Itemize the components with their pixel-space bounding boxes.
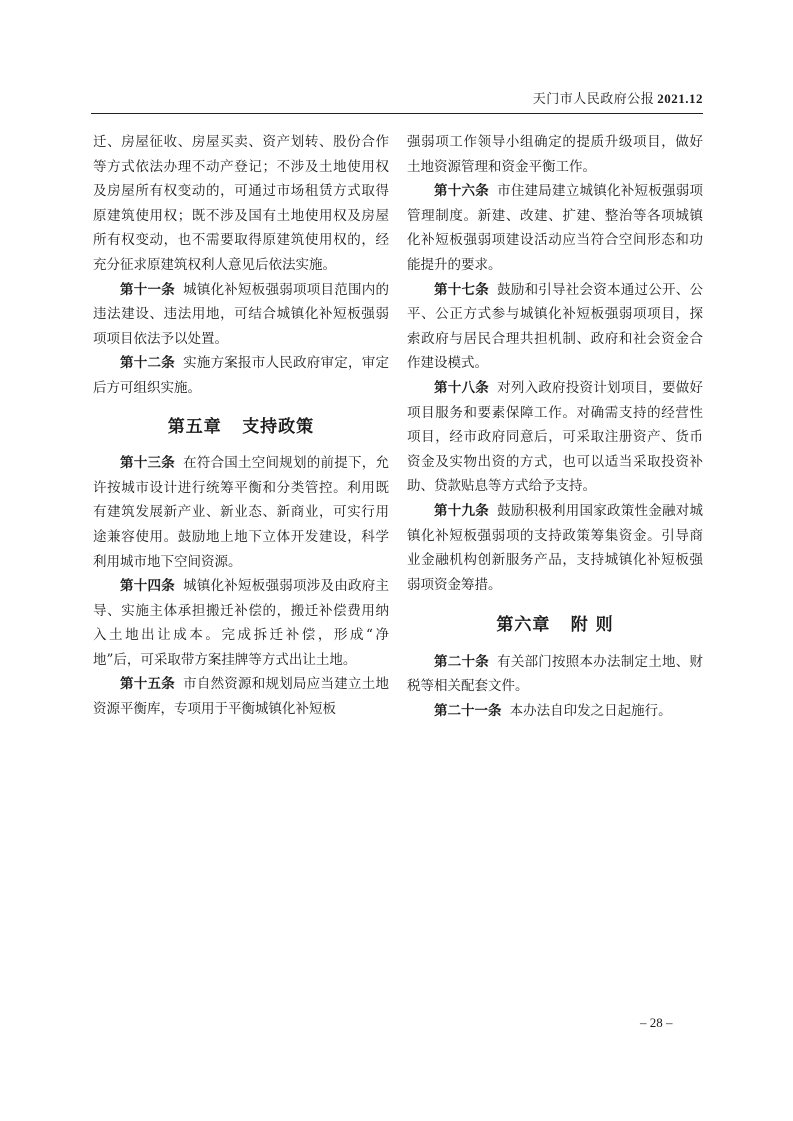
article-17-title: 第十七条 (434, 281, 489, 298)
article-13-title: 第十三条 (120, 455, 175, 472)
article-20 (407, 650, 703, 699)
article-19-title: 第十九条 (434, 502, 489, 519)
article-19 (407, 499, 703, 597)
left-column (93, 130, 389, 722)
continued-paragraph: 强弱项工作领导小组确定的提质升级项目，做好土地资源管理和资金平衡工作。 (407, 134, 703, 175)
article-11 (93, 278, 389, 352)
article-16-title: 第十六条 (434, 183, 489, 200)
article-17 (407, 278, 703, 376)
article-14-title: 第十四条 (120, 578, 175, 595)
article-12-title: 第十二条 (120, 355, 175, 372)
article-18-text: 对列入政府投资计划项目，要做好项目服务和要素保障工作。对确需支持的经营性项目，经市政府同意后，可采取注册资产、货币资金及实物出资的方式，也可以适当采取投资补助、贷款贴息等方式给予支持。 (407, 379, 704, 495)
article-21 (407, 699, 703, 724)
article-13-text: 在符合国土空间规划的前提下，允许按城市设计进行统筹平衡和分类管控。利用既有建筑发展新产业、新业态、新商业，可实行用途兼容使用。鼓励地上地下立体开发建设，科学利用城市地下空间资源。 (93, 455, 390, 570)
article-18 (407, 376, 703, 499)
article-11-title: 第十一条 (120, 281, 175, 298)
publication-title (533, 88, 703, 107)
article-21-text: 本办法自印发之日起施行。 (509, 703, 672, 720)
continued-paragraph: 迁、房屋征收、房屋买卖、资产划转、股份合作等方式依法办理不动产登记；不涉及土地使用权及房屋所有权变动的，可通过市场租赁方式取得原建筑使用权；既不涉及国有土地使用权及房屋所有权变动，也不需要取得原建筑使用权的，经充分征求原建筑权利人意见后依法实施。 (93, 134, 389, 273)
article-15 (93, 672, 389, 721)
article-13 (93, 451, 389, 574)
chapter-5-heading (93, 415, 389, 440)
article-15-title: 第十五条 (120, 676, 175, 693)
chapter-6-name: 附 则 (570, 615, 614, 636)
article-11-text: 城镇化补短板强弱项项目范围内的违法建设、违法用地，可结合城镇化补短板强弱项项目依法予以处置。 (93, 281, 390, 347)
page-header (91, 0, 703, 114)
article-15-text: 市自然资源和规划局应当建立土地资源平衡库，专项用于平衡城镇化补短板 (93, 676, 390, 718)
issue-number: 2021.12 (657, 91, 703, 106)
article-17-text: 鼓励和引导社会资本通过公开、公平、公正方式参与城镇化补短板强弱项项目，探索政府与居民合理共担机制、政府和社会资金合作建设模式。 (407, 281, 704, 372)
chapter-5-number: 第五章 (167, 416, 222, 437)
right-column (407, 130, 703, 724)
article-20-text: 有关部门按照本办法制定土地、财税等相关配套文件。 (407, 653, 704, 695)
article-16-text: 市住建局建立城镇化补短板强弱项管理制度。新建、改建、扩建、整治等各项城镇化补短板强弱项建设活动应当符合空间形态和功能提升的要求。 (407, 183, 704, 273)
page-number: – 28 – (640, 1015, 673, 1030)
article-18-title: 第十八条 (434, 379, 489, 396)
article-19-text: 鼓励积极利用国家政策性金融对城镇化补短板强弱项的支持政策筹集资金。引导商业金融机构创新服务产品，支持城镇化补短板强弱项资金筹措。 (407, 502, 704, 593)
chapter-6-number: 第六章 (496, 615, 551, 636)
article-20-title: 第二十条 (434, 653, 489, 670)
article-21-title: 第二十一条 (434, 703, 502, 720)
publication-name: 天门市人民政府公报 (532, 92, 655, 107)
article-14-text: 城镇化补短板强弱项涉及由政府主导、实施主体承担搬迁补偿的，搬迁补偿费用纳入土地出让成本。完成拆迁补偿，形成“净地”后，可采取带方案挂牌等方式出让土地。 (93, 578, 390, 668)
article-14 (93, 574, 389, 672)
chapter-6-heading (407, 613, 703, 638)
article-12-text: 实施方案报市人民政府审定，审定后方可组织实施。 (93, 355, 390, 396)
chapter-5-name: 支持政策 (242, 416, 315, 437)
article-12 (93, 351, 389, 400)
article-16 (407, 179, 703, 277)
